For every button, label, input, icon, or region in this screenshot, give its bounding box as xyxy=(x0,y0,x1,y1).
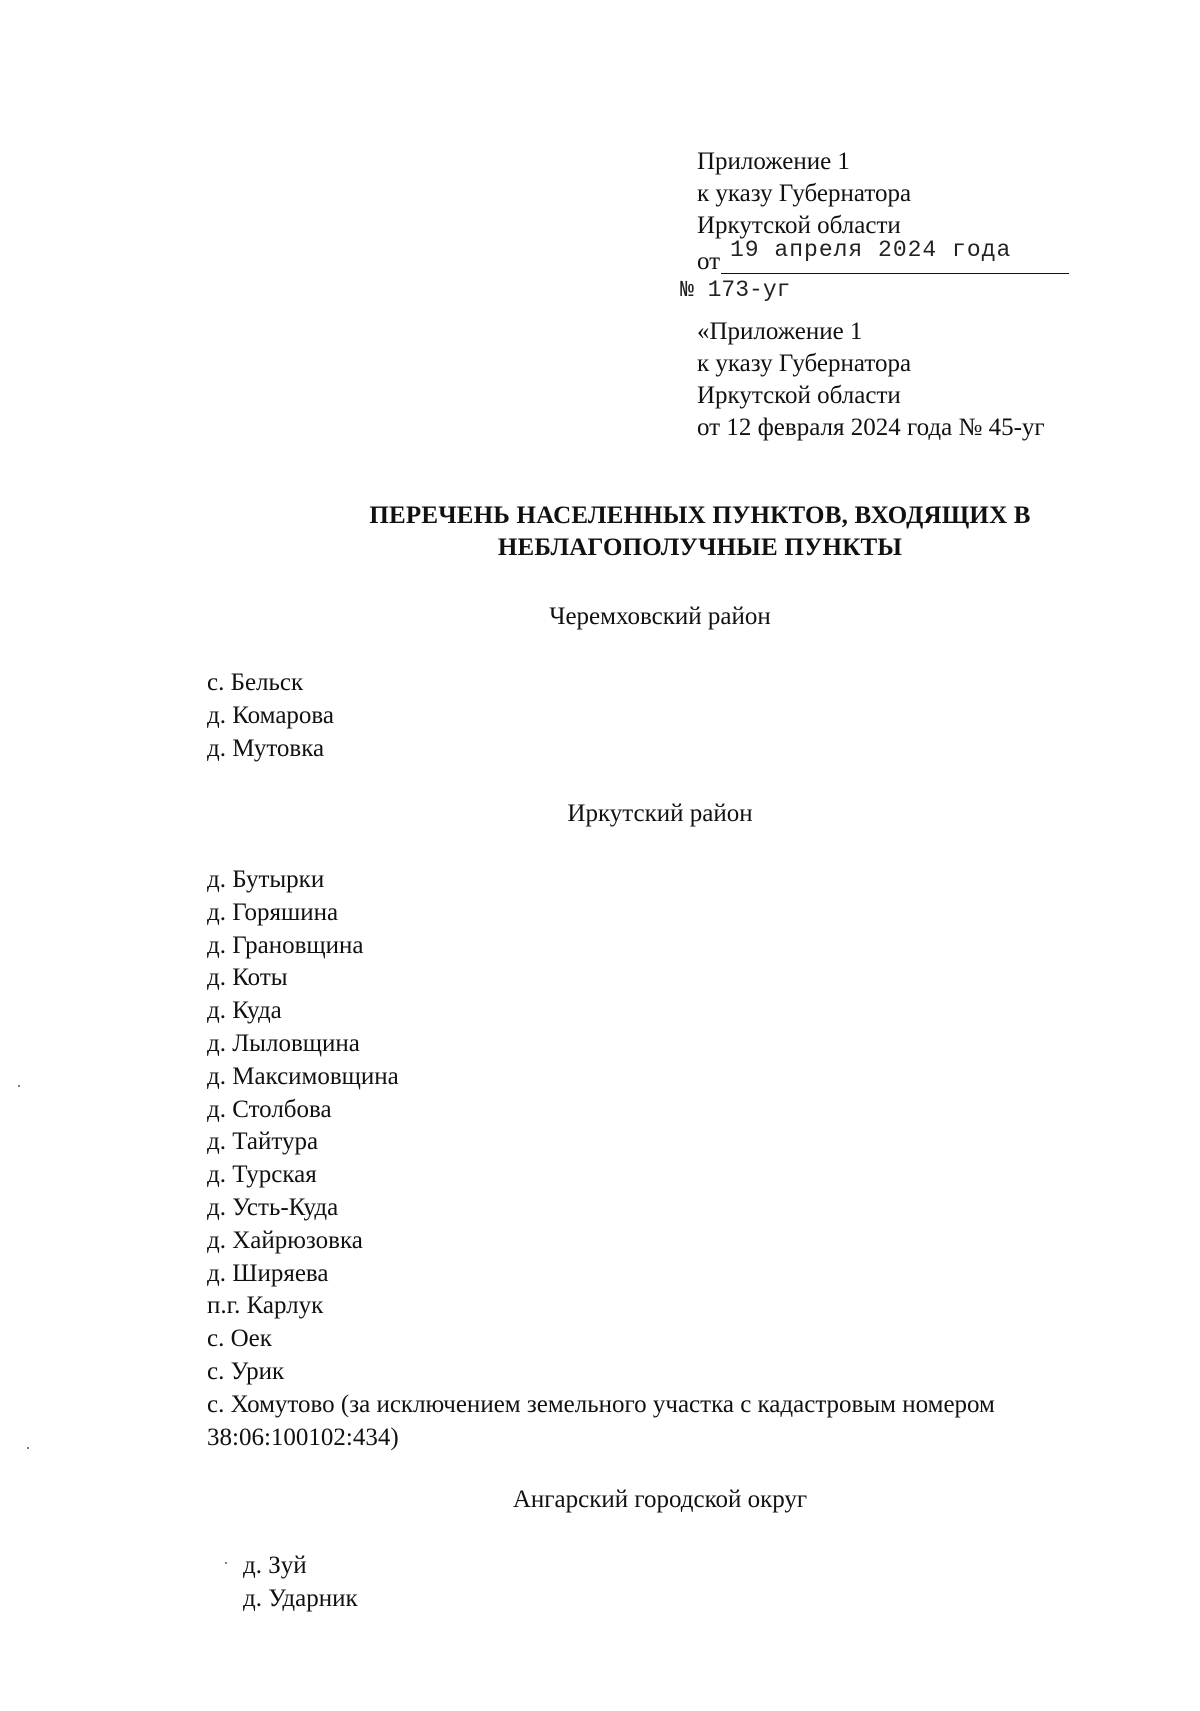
quoted-annex-line-4: от 12 февраля 2024 года № 45-уг xyxy=(697,414,1045,441)
settlement-list xyxy=(207,864,1127,1454)
title-line-2: НЕБЛАГОПОЛУЧНЫЕ ПУНКТЫ xyxy=(497,534,903,561)
list-item: д. Турская xyxy=(207,1161,317,1189)
annex-line-1: Приложение 1 xyxy=(697,148,850,175)
settlement-list xyxy=(243,1550,1163,1616)
quoted-annex-line-2: к указу Губернатора xyxy=(697,350,912,377)
list-item: д. Ширяева xyxy=(207,1259,329,1287)
list-item: д. Мутовка xyxy=(207,734,325,762)
title-line-1: ПЕРЕЧЕНЬ НАСЕЛЕННЫХ ПУНКТОВ, ВХОДЯЩИХ В xyxy=(369,502,1031,529)
district-heading: Черемховский район xyxy=(549,603,771,630)
date-underline xyxy=(721,273,1069,274)
list-item: д. Бутырки xyxy=(207,866,325,893)
number-stamp: № 173-уг xyxy=(680,277,791,303)
list-item: д. Хайрюзовка xyxy=(207,1226,363,1254)
list-item: д. Грановщина xyxy=(207,931,364,959)
date-stamp: 19 апреля 2024 года xyxy=(730,237,1012,263)
list-item: д. Лыловщина xyxy=(207,1029,360,1057)
list-item: п.г. Карлук xyxy=(207,1292,324,1320)
list-item: д. Комарова xyxy=(207,701,334,729)
list-item: с. Бельск xyxy=(207,669,304,696)
settlement-list xyxy=(207,667,1127,765)
annex-date-line xyxy=(697,237,1137,275)
scan-speck xyxy=(225,1562,227,1564)
list-item: д. Тайтура xyxy=(207,1128,319,1156)
annex-header xyxy=(680,146,1137,444)
scan-speck xyxy=(27,1447,29,1449)
quoted-annex-line-3: Иркутской области xyxy=(697,382,901,409)
list-item: д. Столбова xyxy=(207,1095,332,1123)
list-item: с. Оек xyxy=(207,1325,272,1353)
list-item: д. Горяшина xyxy=(207,898,339,926)
list-item: д. Куда xyxy=(207,997,282,1025)
annex-line-2: к указу Губернатора xyxy=(697,180,912,207)
list-item: д. Максимовщина xyxy=(207,1062,399,1090)
scan-speck xyxy=(18,1085,20,1087)
list-item: с. Хомутово (за исключением земельного участка с кадастровым номером 38:06:100102:434) xyxy=(207,1390,995,1451)
annex-line-3: Иркутской области xyxy=(697,212,901,239)
district-heading: Иркутский район xyxy=(567,800,753,827)
document-title xyxy=(200,500,1200,564)
list-item: д. Коты xyxy=(207,964,288,992)
list-item: д. Усть-Куда xyxy=(207,1193,339,1221)
list-item: д. Ударник xyxy=(243,1584,358,1612)
list-item: д. Зуй xyxy=(243,1552,307,1579)
district-heading: Ангарский городской округ xyxy=(512,1486,808,1513)
quoted-annex-line-1: «Приложение 1 xyxy=(697,318,863,345)
date-prefix: от xyxy=(697,248,721,275)
list-item: с. Урик xyxy=(207,1357,285,1385)
